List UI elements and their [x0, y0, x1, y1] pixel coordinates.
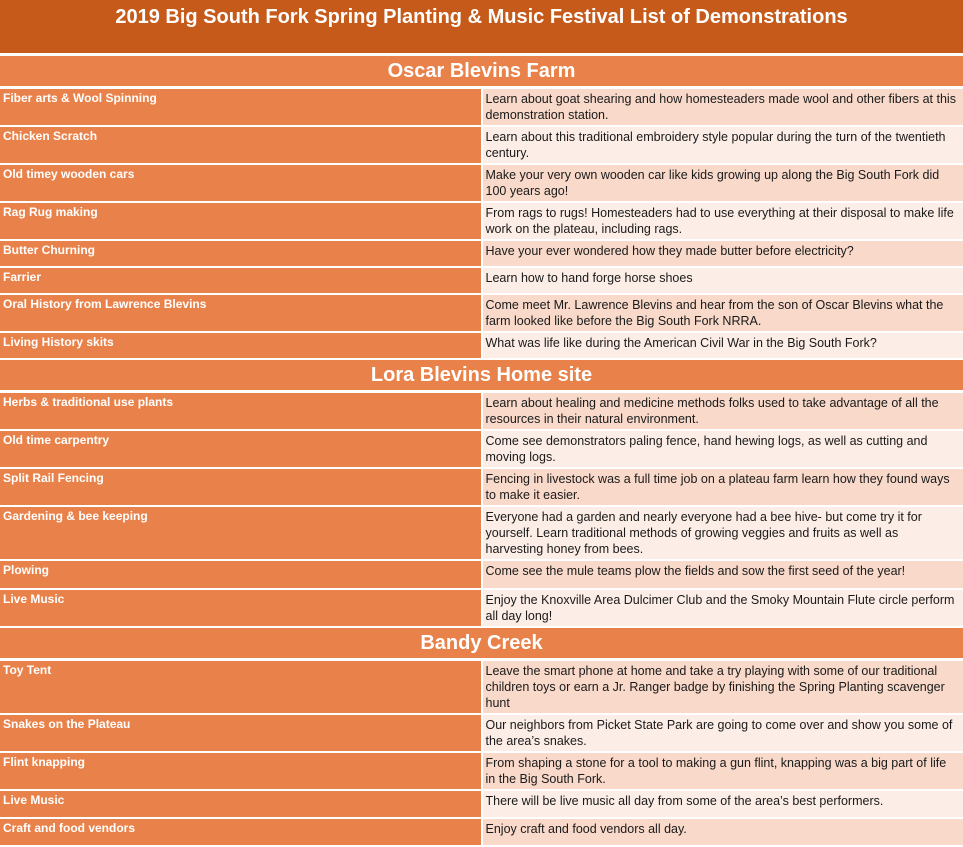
table-row: [0, 88, 963, 127]
table-row: [0, 560, 963, 589]
demo-description: Learn about goat shearing and how homesteaders made wool and other fibers at this demonstration station.: [482, 88, 963, 127]
demo-name: Gardening & bee keeping: [0, 506, 482, 560]
demo-description: Come see demonstrators paling fence, hand hewing logs, as well as cutting and moving logs.: [482, 430, 963, 468]
demo-name: Old timey wooden cars: [0, 164, 482, 202]
table-row: [0, 818, 963, 846]
demo-description: Have your ever wondered how they made butter before electricity?: [482, 240, 963, 267]
demo-description: What was life like during the American Civil War in the Big South Fork?: [482, 332, 963, 359]
demo-description: Make your very own wooden car like kids growing up along the Big South Fork did 100 years ago!: [482, 164, 963, 202]
table-row: [0, 714, 963, 752]
table-row: [0, 294, 963, 332]
demo-description: Our neighbors from Picket State Park are going to come over and show you some of the area’s snakes.: [482, 714, 963, 752]
section-title: Oscar Blevins Farm: [0, 55, 963, 88]
section-header-row: [0, 627, 963, 660]
table-row: [0, 202, 963, 240]
demo-description: Enjoy the Knoxville Area Dulcimer Club and the Smoky Mountain Flute circle perform all day long!: [482, 589, 963, 627]
section-header-row: [0, 55, 963, 88]
section-header-row: [0, 359, 963, 392]
demo-name: Butter Churning: [0, 240, 482, 267]
page-title: 2019 Big South Fork Spring Planting & Music Festival List of Demonstrations: [0, 0, 963, 55]
demo-description: From rags to rugs! Homesteaders had to use everything at their disposal to make life work on the plateau, including rags.: [482, 202, 963, 240]
table-row: [0, 790, 963, 818]
demo-description: Learn how to hand forge horse shoes: [482, 267, 963, 294]
demo-name: Live Music: [0, 589, 482, 627]
demo-description: Fencing in livestock was a full time job on a plateau farm learn how they found ways to make it easier.: [482, 468, 963, 506]
title-row: [0, 0, 963, 55]
demo-name: Craft and food vendors: [0, 818, 482, 846]
table-row: [0, 392, 963, 431]
demo-description: There will be live music all day from some of the area’s best performers.: [482, 790, 963, 818]
table-row: [0, 430, 963, 468]
demo-name: Chicken Scratch: [0, 126, 482, 164]
demo-description: Come see the mule teams plow the fields and sow the first seed of the year!: [482, 560, 963, 589]
demo-name: Living History skits: [0, 332, 482, 359]
demo-description: Enjoy craft and food vendors all day.: [482, 818, 963, 846]
demo-description: From shaping a stone for a tool to making a gun flint, knapping was a big part of life in the Big South Fork.: [482, 752, 963, 790]
demo-name: Farrier: [0, 267, 482, 294]
table-row: [0, 126, 963, 164]
demo-name: Herbs & traditional use plants: [0, 392, 482, 431]
table-row: [0, 589, 963, 627]
demo-name: Flint knapping: [0, 752, 482, 790]
section-title: Lora Blevins Home site: [0, 359, 963, 392]
table-row: [0, 267, 963, 294]
table-row: [0, 240, 963, 267]
table-row: [0, 468, 963, 506]
demo-description: Learn about healing and medicine methods folks used to take advantage of all the resources in their natural environment.: [482, 392, 963, 431]
demo-name: Old time carpentry: [0, 430, 482, 468]
demo-name: Split Rail Fencing: [0, 468, 482, 506]
demo-name: Fiber arts & Wool Spinning: [0, 88, 482, 127]
table-row: [0, 164, 963, 202]
table-row: [0, 660, 963, 715]
demo-description: Come meet Mr. Lawrence Blevins and hear from the son of Oscar Blevins what the farm looked like before the Big South Fork NRRA.: [482, 294, 963, 332]
demo-description: Leave the smart phone at home and take a try playing with some of our traditional children toys or earn a Jr. Ranger badge by finishing the Spring Planting scavenger hunt: [482, 660, 963, 715]
table-row: [0, 332, 963, 359]
demo-name: Live Music: [0, 790, 482, 818]
table-row: [0, 752, 963, 790]
demo-description: Everyone had a garden and nearly everyone had a bee hive- but come try it for yourself. Learn traditional methods of growing veggies and fruits as well as harvesting honey from bees.: [482, 506, 963, 560]
demo-name: Oral History from Lawrence Blevins: [0, 294, 482, 332]
table-row: [0, 506, 963, 560]
demo-description: Learn about this traditional embroidery style popular during the turn of the twentieth century.: [482, 126, 963, 164]
demo-name: Rag Rug making: [0, 202, 482, 240]
demo-name: Plowing: [0, 560, 482, 589]
section-title: Bandy Creek: [0, 627, 963, 660]
demo-name: Snakes on the Plateau: [0, 714, 482, 752]
demo-name: Toy Tent: [0, 660, 482, 715]
